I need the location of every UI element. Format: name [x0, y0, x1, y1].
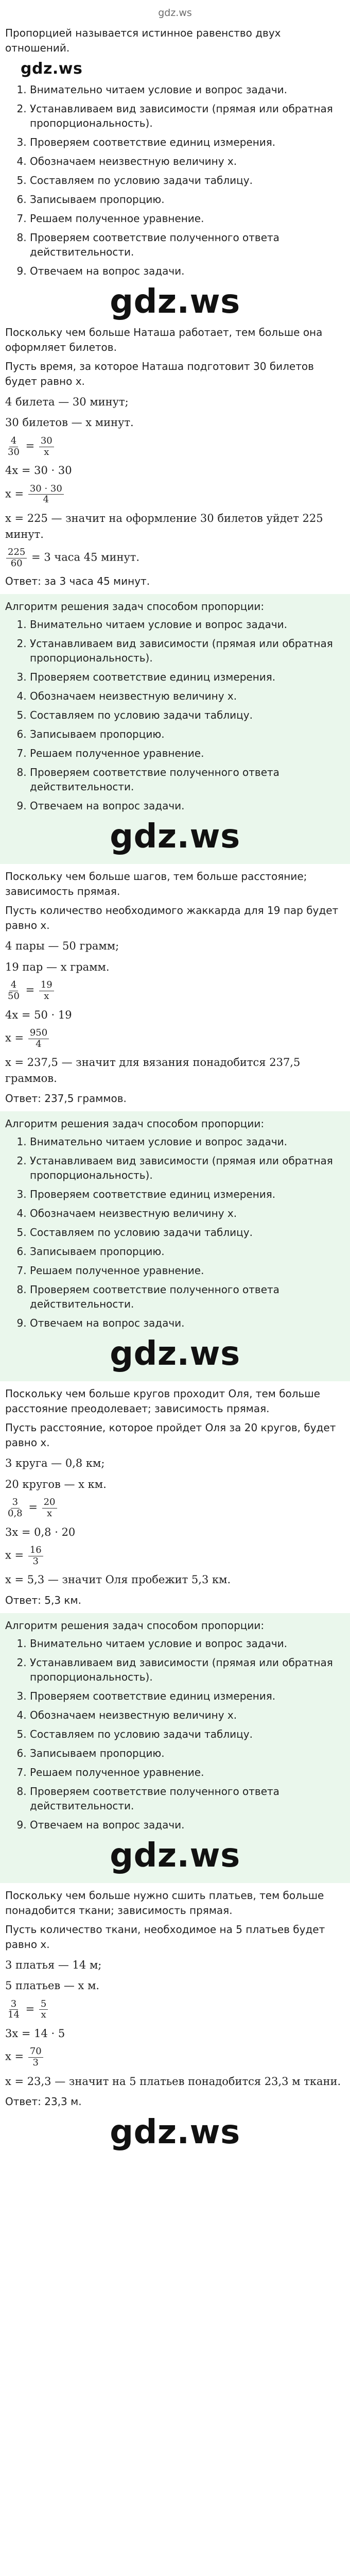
frac-den: x	[44, 990, 49, 1002]
equation	[5, 2046, 345, 2068]
algorithm-step: 3. Проверяем соответствие единиц измерения.	[30, 135, 345, 149]
watermark: gdz.ws	[110, 283, 240, 321]
frac-den: x	[41, 2009, 46, 2021]
algorithm-title: Алгоритм решения задач способом пропорции:	[5, 1117, 265, 1130]
frac-num: 5	[39, 1999, 48, 2010]
watermark: gdz.ws	[110, 1335, 240, 1374]
watermark: gdz.ws	[110, 1836, 240, 1875]
frac-num: 20	[42, 1497, 57, 1509]
equation-lhs: x =	[5, 2050, 24, 2063]
algorithm-panel	[0, 1613, 350, 1883]
data-line: 3 платья — 14 м;	[5, 1958, 102, 1971]
algorithm-list	[5, 1636, 345, 1832]
algorithm-step: 9. Отвечаем на вопрос задачи.	[30, 1818, 345, 1832]
frac-num: 16	[28, 1545, 43, 1556]
equation-lhs: x =	[5, 1549, 24, 1562]
algorithm-step: 6. Записываем пропорцию.	[30, 1244, 345, 1259]
algorithm-step: 3. Проверяем соответствие единиц измерения.	[30, 1689, 345, 1703]
frac-den: 14	[8, 2009, 20, 2021]
algorithm-panel	[0, 594, 350, 864]
frac-num: 3	[9, 1999, 18, 2010]
algorithm-step: 7. Решаем полученное уравнение.	[30, 746, 345, 760]
algorithm-step: 6. Записываем пропорцию.	[30, 1746, 345, 1760]
frac-den: 3	[32, 2057, 39, 2069]
watermark: gdz.ws	[21, 60, 83, 78]
frac-num: 950	[28, 1028, 49, 1039]
answer-text: Ответ: 237,5 граммов.	[5, 1092, 127, 1105]
equation: 4x = 50 · 19	[5, 1008, 72, 1021]
watermark: gdz.ws	[110, 2113, 240, 2152]
algorithm-step: 9. Отвечаем на вопрос задачи.	[30, 264, 345, 278]
proportion-equation: $\frac{4}{50}$ = $\frac{19}{x}$	[5, 980, 345, 1002]
algorithm-step: 5. Составляем по условию задачи таблицу.	[30, 1727, 345, 1741]
frac-num: 4	[9, 436, 18, 447]
frac-den: x	[46, 1507, 52, 1519]
frac-den: 60	[10, 557, 23, 569]
equation: x = 5,3 — значит Оля пробежит 5,3 км.	[5, 1573, 231, 1586]
algorithm-step: 2. Устанавливаем вид зависимости (прямая или обратная пропорциональность).	[30, 1655, 345, 1684]
algorithm-step: 4. Обозначаем неизвестную величину x.	[30, 1206, 345, 1221]
proportion-equation: $\frac{4}{30}$ = $\frac{30}{x}$	[5, 436, 345, 457]
solution-content	[0, 26, 350, 2151]
frac-num: 4	[9, 980, 18, 991]
algorithm-step: 5. Составляем по условию задачи таблицу.	[30, 1225, 345, 1240]
algorithm-step: 8. Проверяем соответствие полученного ответа действительности.	[30, 1784, 345, 1813]
algorithm-step: 8. Проверяем соответствие полученного ответа действительности.	[30, 230, 345, 259]
solution-text: Пусть расстояние, которое пройдет Оля за 20 кругов, будет равно x.	[5, 1421, 336, 1449]
algorithm-step: 9. Отвечаем на вопрос задачи.	[30, 799, 345, 813]
data-line: 19 пар — x грамм.	[5, 960, 110, 973]
equation	[5, 547, 345, 569]
algorithm-step: 7. Решаем полученное уравнение.	[30, 1765, 345, 1780]
algorithm-step: 3. Проверяем соответствие единиц измерения.	[30, 1187, 345, 1201]
algorithm-step: 5. Составляем по условию задачи таблицу.	[30, 173, 345, 188]
algorithm-step: 8. Проверяем соответствие полученного ответа действительности.	[30, 1282, 345, 1311]
algorithm-step: 2. Устанавливаем вид зависимости (прямая или обратная пропорциональность).	[30, 1154, 345, 1182]
data-line: 3 круга — 0,8 км;	[5, 1457, 105, 1470]
equation: 4x = 30 · 30	[5, 464, 72, 477]
definition-text: Пропорцией называется истинное равенство двух отношений.	[5, 27, 281, 54]
algorithm-step: 4. Обозначаем неизвестную величину x.	[30, 154, 345, 168]
algorithm-panel	[0, 1111, 350, 1381]
proportion-equation: $\frac{3}{0,8}$ = $\frac{20}{x}$	[5, 1497, 345, 1519]
solution-text: Пусть количество необходимого жаккарда для 19 пар будет равно x.	[5, 904, 339, 932]
algorithm-list	[5, 617, 345, 813]
algorithm-step: 7. Решаем полученное уравнение.	[30, 211, 345, 226]
algorithm-list	[5, 82, 345, 278]
frac-num: 30 · 30	[28, 484, 64, 495]
data-line: 30 билетов — x минут.	[5, 416, 134, 429]
answer-text: Ответ: 23,3 м.	[5, 2095, 82, 2108]
algorithm-step: 9. Отвечаем на вопрос задачи.	[30, 1316, 345, 1330]
site-link[interactable]: gdz.ws	[158, 7, 192, 19]
frac-den: 4	[36, 1038, 42, 1049]
equation-rest: = 3 часа 45 минут.	[31, 551, 140, 564]
equation: 3x = 14 · 5	[5, 2027, 65, 2040]
solution-text: Пусть количество ткани, необходимое на 5 платьев будет равно x.	[5, 1923, 325, 1951]
frac-den: 3	[32, 1555, 39, 1567]
algorithm-step: 1. Внимательно читаем условие и вопрос задачи.	[30, 82, 345, 97]
algorithm-step: 2. Устанавливаем вид зависимости (прямая или обратная пропорциональность).	[30, 636, 345, 665]
equation-lhs: x =	[5, 487, 24, 500]
equation: 3x = 0,8 · 20	[5, 1526, 76, 1538]
algorithm-step: 6. Записываем пропорцию.	[30, 727, 345, 741]
algorithm-step: 1. Внимательно читаем условие и вопрос задачи.	[30, 1134, 345, 1149]
solution-text: Поскольку чем больше нужно сшить платьев, тем больше понадобится ткани; зависимость прямая.	[5, 1889, 324, 1917]
equation: x = 237,5 — значит для вязания понадобится 237,5 граммов.	[5, 1056, 301, 1084]
frac-den: 4	[43, 494, 49, 505]
equation: x = 23,3 — значит на 5 платьев понадобится 23,3 м ткани.	[5, 2075, 341, 2088]
algorithm-step: 1. Внимательно читаем условие и вопрос задачи.	[30, 617, 345, 632]
data-line: 5 платьев — x м.	[5, 1979, 100, 1992]
algorithm-step: 6. Записываем пропорцию.	[30, 192, 345, 207]
proportion-equation: $\frac{3}{14}$ = $\frac{5}{x}$	[5, 1999, 345, 2021]
answer-text: Ответ: 5,3 км.	[5, 1594, 81, 1606]
solution-text: Поскольку чем больше шагов, тем больше расстояние; зависимость прямая.	[5, 870, 307, 898]
watermark: gdz.ws	[110, 818, 240, 856]
answer-text: Ответ: за 3 часа 45 минут.	[5, 575, 150, 588]
algorithm-step: 8. Проверяем соответствие полученного ответа действительности.	[30, 765, 345, 794]
data-line: 4 билета — 30 минут;	[5, 396, 129, 408]
algorithm-step: 3. Проверяем соответствие единиц измерения.	[30, 670, 345, 684]
frac-num: 3	[11, 1497, 20, 1509]
algorithm-step: 1. Внимательно читаем условие и вопрос задачи.	[30, 1636, 345, 1651]
frac-num: 30	[39, 436, 54, 447]
solution-text: Пусть время, за которое Наташа подготовит 30 билетов будет равно x.	[5, 360, 314, 387]
frac-den: 30	[8, 446, 20, 457]
frac-num: 225	[6, 547, 27, 558]
solution-text: Поскольку чем больше кругов проходит Оля, тем больше расстояние преодолевает; зависимость прямая.	[5, 1387, 320, 1415]
data-line: 4 пары — 50 грамм;	[5, 940, 119, 953]
equation	[5, 1028, 345, 1049]
frac-den: 50	[8, 990, 20, 1002]
algorithm-step: 5. Составляем по условию задачи таблицу.	[30, 708, 345, 722]
solution-text: Поскольку чем больше Наташа работает, тем больше она оформляет билетов.	[5, 326, 323, 353]
algorithm-step: 2. Устанавливаем вид зависимости (прямая или обратная пропорциональность).	[30, 101, 345, 130]
frac-num: 70	[28, 2046, 43, 2058]
frac-num: 19	[39, 980, 54, 991]
frac-den: x	[44, 446, 49, 457]
equation	[5, 484, 345, 505]
algorithm-step: 4. Обозначаем неизвестную величину x.	[30, 1708, 345, 1722]
frac-den: 0,8	[8, 1507, 23, 1519]
equation-lhs: x =	[5, 1031, 24, 1044]
data-line: 20 кругов — x км.	[5, 1478, 107, 1490]
algorithm-step: 4. Обозначаем неизвестную величину x.	[30, 689, 345, 703]
algorithm-list	[5, 1134, 345, 1330]
algorithm-title: Алгоритм решения задач способом пропорции:	[5, 1619, 265, 1632]
algorithm-step: 7. Решаем полученное уравнение.	[30, 1263, 345, 1278]
equation: x = 225 — значит на оформление 30 билетов уйдет 225 минут.	[5, 512, 323, 540]
algorithm-title: Алгоритм решения задач способом пропорции:	[5, 600, 265, 613]
equation	[5, 1545, 345, 1567]
